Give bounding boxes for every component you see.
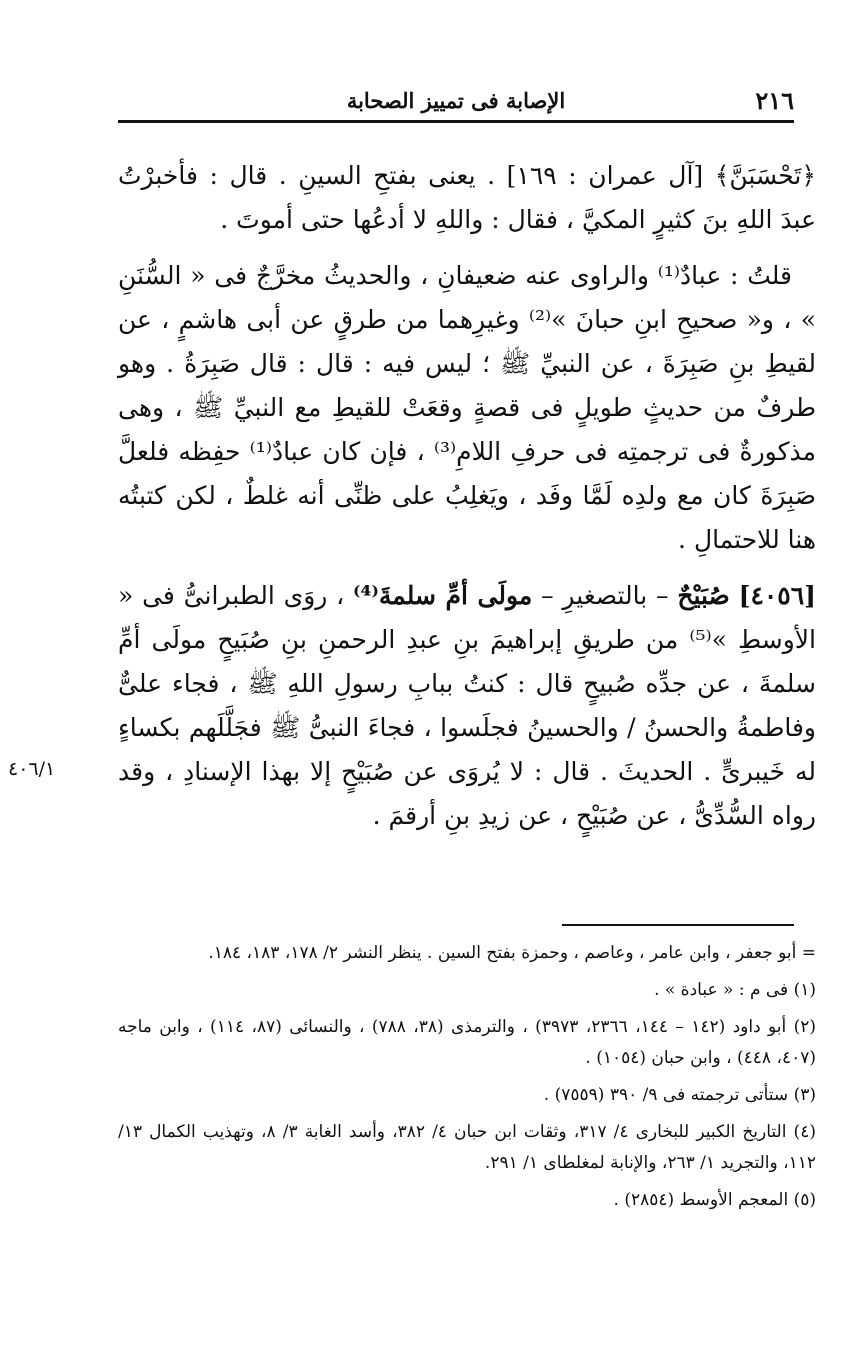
paragraph-commentary: قلتُ : عبادٌ⁽¹⁾ والراوى عنه ضعيفانِ ، والحديثُ مخرَّجٌ فى « السُّنَنِ » ، و« صحيحِ ابنِ حبانَ »⁽²⁾ وغيرِهما من طرقٍ عن أبى هاشمٍ ، عن لقيطِ بنِ صَبِرَةَ ، عن النبيِّ ﷺ ؛ ليس فيه : قال : قال صَبِرَةُ . وهو طرفٌ من حديثٍ طويلٍ فى قصةٍ وقعَتْ للقيطِ مع النبيِّ ﷺ ، وهى مذكورةٌ فى ترجمتِه فى حرفِ اللامِ⁽³⁾ ، فإن كان عبادٌ⁽¹⁾ حفِظه فلعلَّ صَبِرَةَ كان مع ولدِه لَمَّا وفَد ، ويَغلِبُ على ظنِّى أنه غلطٌ ، لكن كتبتُه هنا للاحتمالِ .: [118, 261, 816, 554]
entry-qualifier: – بالتصغيرِ –: [541, 581, 669, 610]
margin-volume-page-note: ٤٠٦/١: [8, 758, 56, 780]
footnotes: [118, 938, 816, 1222]
entry-number: [٤٠٥٦]: [738, 581, 817, 610]
page-number: ٢١٦: [755, 86, 794, 115]
footnote-3: (٣) ستأتى ترجمته فى ٩/ ٣٩٠ (٧٥٥٩) .: [543, 1085, 816, 1105]
footnote-1: (١) فى م : « عبادة » .: [654, 980, 816, 1000]
footnote-continuation: = أبو جعفر ، وابن عامر ، وعاصم ، وحمزة بفتح السين . ينظر النشر ٢/ ١٧٨، ١٨٣، ١٨٤.: [208, 943, 816, 963]
footnote-4: (٤) التاريخ الكبير للبخارى ٤/ ٣١٧، وثقات ابن حبان ٤/ ٣٨٢، وأسد الغابة ٣/ ٨، وتهذيب الكمال ١٣/ ١١٢، والتجريد ١/ ٢٦٣، والإنابة لمغلطاى ١/ ٢٩١.: [118, 1122, 816, 1173]
running-header: [118, 80, 794, 123]
footnote-divider: [562, 924, 794, 926]
footnote-2: (٢) أبو داود (١٤٢ – ١٤٤، ٢٣٦٦، ٣٩٧٣) ، والترمذى (٣٨، ٧٨٨) ، والنسائى (٨٧، ١١٤) ، وابن ماجه (٤٠٧، ٤٤٨) ، وابن حبان (١٠٥٤) .: [118, 1017, 817, 1068]
entry-name: صُبَيْحٌ: [677, 581, 730, 610]
paragraph-continuation: ﴿تَحْسَبَنَّ﴾ [آل عمران : ١٦٩] . يعنى بفتحِ السينِ . قال : فأخبرْتُ عبدَ اللهِ بنَ كثيرٍ المكيَّ ، فقال : واللهِ لا أدعُها حتى أموتَ .: [118, 161, 816, 234]
running-title: الإصابة فى تمييز الصحابة: [346, 88, 566, 113]
entry-text: ، روَى الطبرانىُّ فى « الأوسطِ »⁽⁵⁾ من طريقِ إبراهيمَ بنِ عبدِ الرحمنِ بنِ صُبَيحٍ مولَى أمِّ سلمةَ ، عن جدِّه صُبيحٍ قال : كنتُ ببابِ رسولِ اللهِ ﷺ ، فجاء علىٌّ وفاطمةُ والحسنُ / والحسينُ فجلَسوا ، فجاءَ النبىُّ ﷺ فجَلَّلَهم بكساءٍ له خَيبرىٍّ . الحديثَ . قال : لا يُروَى عن صُبَيْحٍ إلا بهذا الإسنادِ ، وقد رواه السُّدِّىُّ ، عن صُبَيْحٍ ، عن زيدِ بنِ أرقمَ .: [118, 581, 816, 830]
entry-relation: مولَى أمِّ سلمةَ⁽⁴⁾: [353, 581, 533, 610]
main-text: [118, 154, 816, 850]
footnote-5: (٥) المعجم الأوسط (٢٨٥٤) .: [613, 1190, 816, 1210]
entry-paragraph: [118, 574, 816, 838]
